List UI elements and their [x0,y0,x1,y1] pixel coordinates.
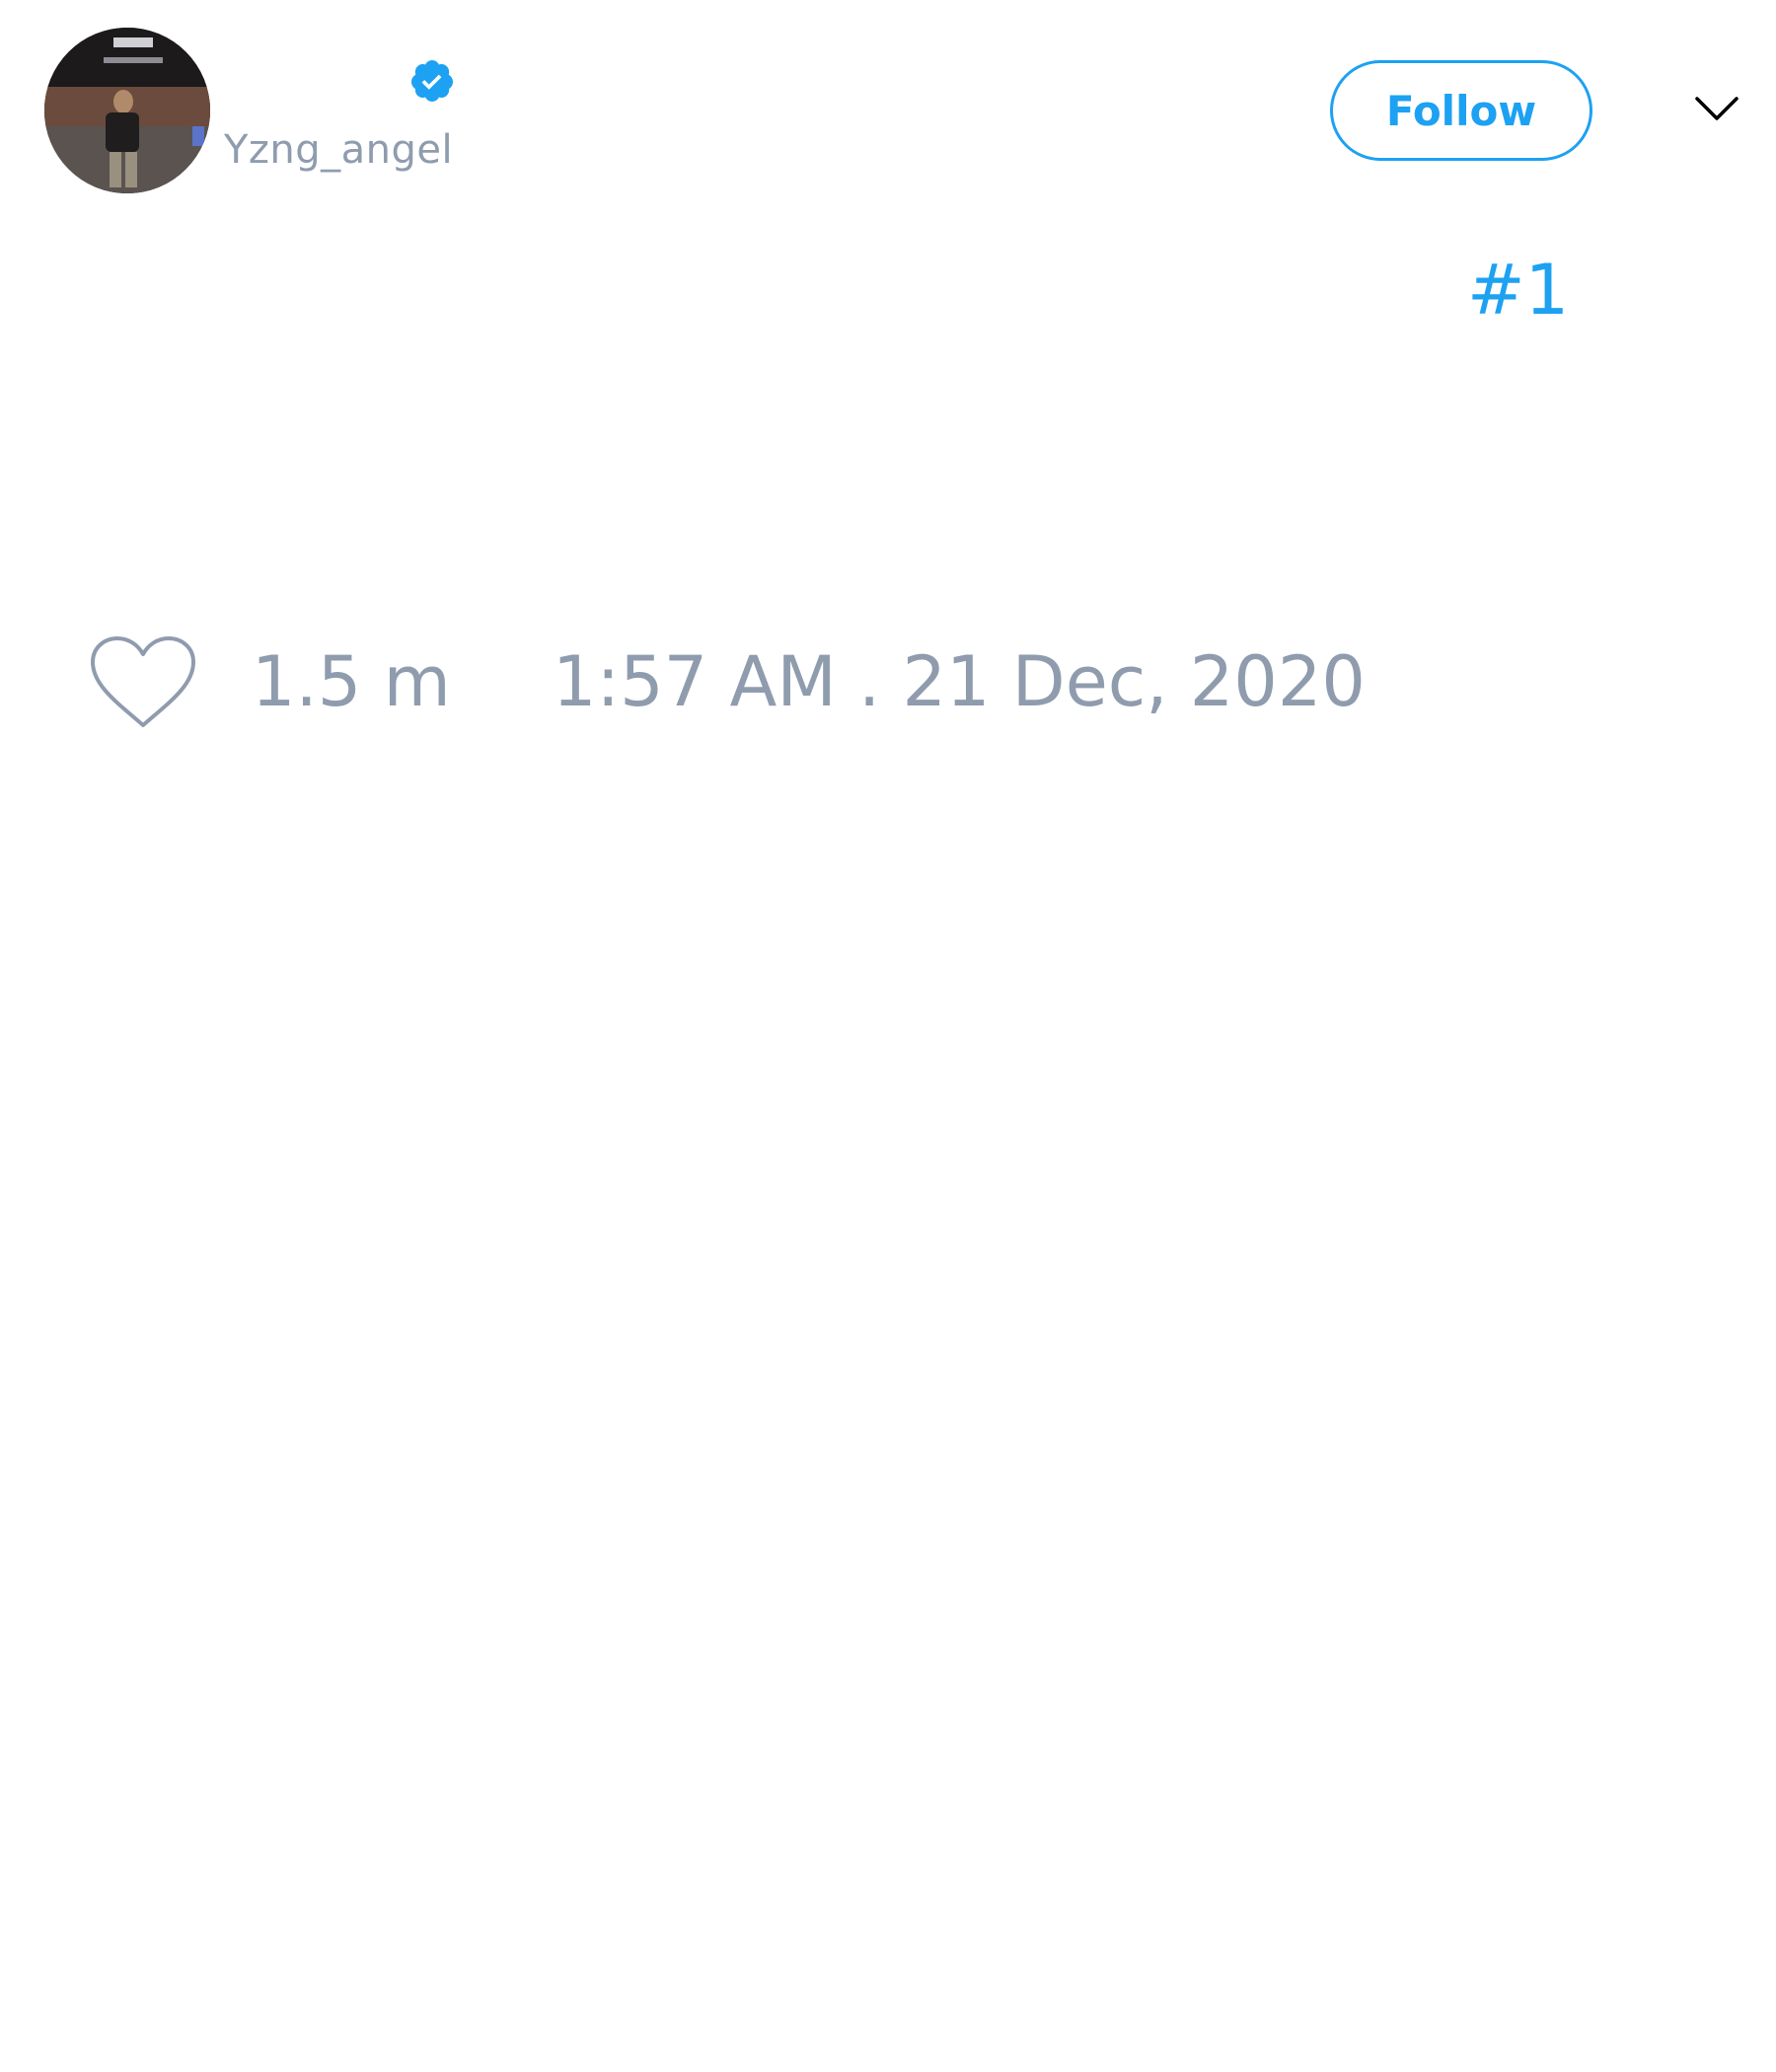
author-handle[interactable]: Yzng_angel [224,127,454,173]
hashtag-link[interactable]: #1 [1467,250,1570,331]
follow-button[interactable]: Follow [1330,60,1592,161]
avatar-photo [44,28,210,193]
heart-icon[interactable] [89,634,197,731]
tweet-timestamp[interactable]: 1:57 AM . 21 Dec, 2020 [553,641,1366,722]
likes-count: 1.5 m [252,641,451,722]
verified-badge-icon [408,57,456,105]
avatar[interactable] [44,28,210,193]
chevron-down-icon[interactable] [1693,93,1740,124]
